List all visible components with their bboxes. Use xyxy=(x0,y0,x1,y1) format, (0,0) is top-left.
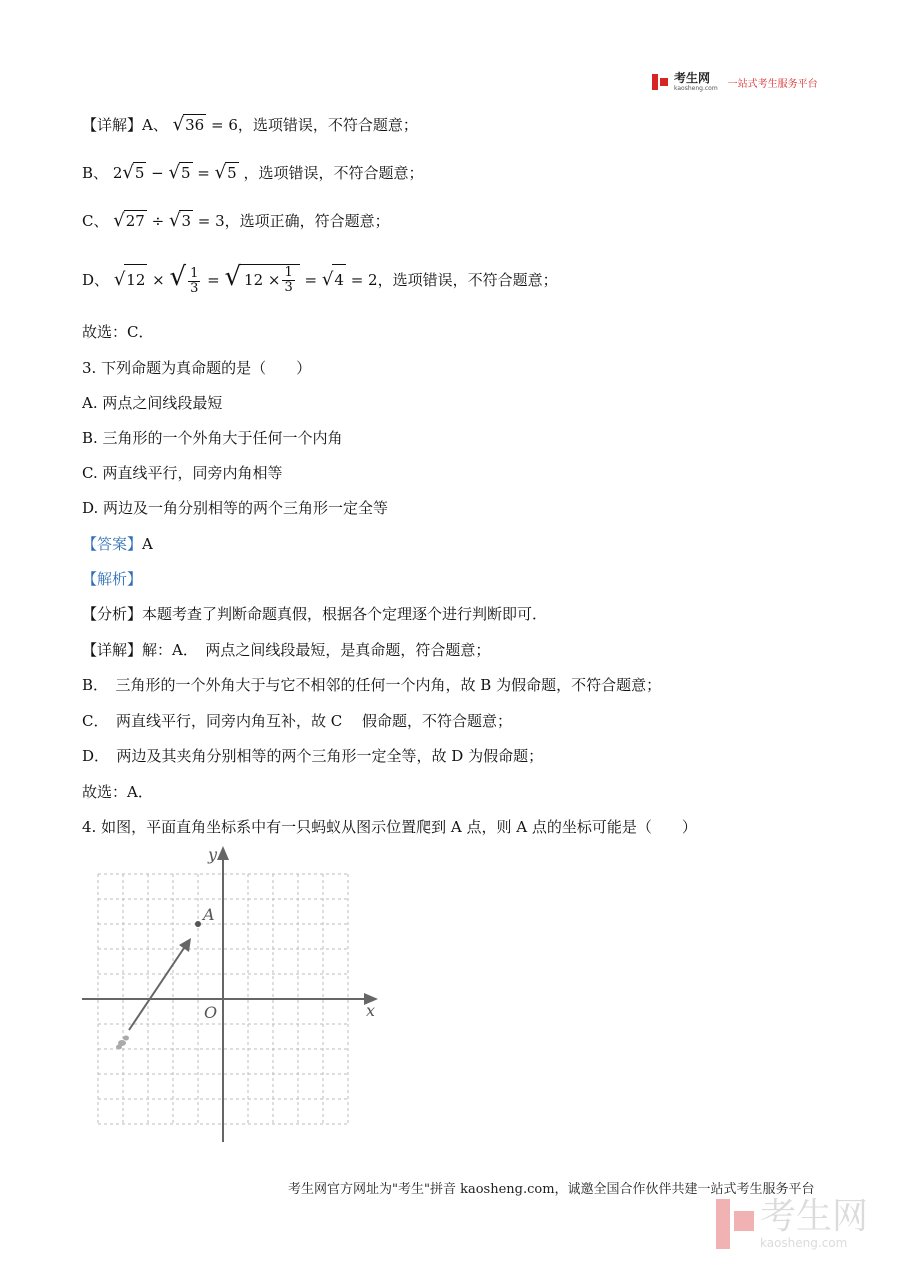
option-prefix: C、 xyxy=(82,212,109,230)
operator: − xyxy=(146,164,169,182)
radicand: 5 xyxy=(227,164,237,182)
answer-line xyxy=(82,534,153,554)
operator: = xyxy=(299,271,322,289)
line-rest: = 6，选项错误，不符合题意； xyxy=(211,116,418,134)
answer-value: A xyxy=(142,535,153,553)
watermark-name: 考生网 xyxy=(760,1196,869,1237)
detail-line-b2: B． 三角形的一个外角大于与它不相邻的任何一个内角，故 B 为假命题，不符合题意； xyxy=(82,676,662,694)
radicand: 36 xyxy=(185,116,205,134)
x-axis-label: x xyxy=(366,1001,376,1020)
point-a xyxy=(195,921,201,927)
footer-note: 考生网官方网址为"考生"拼音 kaosheng.com，诚邀全国合作伙伴共建一站式考生服务平台 xyxy=(288,1182,815,1197)
operator: ÷ xyxy=(146,212,169,230)
watermark-logo-icon xyxy=(716,1199,754,1249)
option-prefix: A、 xyxy=(142,116,168,134)
detail-tag: 【详解】 xyxy=(82,116,143,134)
fraction: $\frac{1}{3}$ xyxy=(190,265,199,296)
operator: × xyxy=(147,271,170,289)
x-axis xyxy=(82,993,378,1005)
kaosheng-logo-icon xyxy=(652,74,668,90)
radicand: 5 xyxy=(180,164,191,182)
radicand: 3 xyxy=(181,212,191,230)
answer-tag: 【答案】 xyxy=(82,535,143,553)
operator: = xyxy=(192,164,215,182)
watermark-text xyxy=(760,1198,868,1250)
y-axis xyxy=(217,846,229,1142)
question-3-option-b: B. 三角形的一个外角大于任何一个内角 xyxy=(82,429,343,447)
radicand: 5 xyxy=(134,164,145,182)
question-3-option-d: D. 两边及一角分别相等的两个三角形一定全等 xyxy=(82,499,389,517)
logo-domain: kaosheng.com xyxy=(674,85,718,92)
watermark xyxy=(716,1198,868,1250)
conclusion-line-2: 故选：A． xyxy=(82,783,153,801)
ant-path-arrow xyxy=(129,938,191,1030)
question-3-option-c: C. 两直线平行，同旁内角相等 xyxy=(82,464,283,482)
operator: = xyxy=(202,271,225,289)
detail-line-d: D、 √12 × √ $\frac{1}{3}$ = √ 12 × $\frac{1}{3}$ = √4 = 2，选项错误，不符合题意； xyxy=(82,262,558,296)
conclusion-line: 故选：C． xyxy=(82,323,154,341)
question-4-stem: 4. 如图，平面直角坐标系中有一只蚂蚁从图示位置爬到 A 点，则 A 点的坐标可能是（ ） xyxy=(82,818,697,836)
point-a-label: A xyxy=(203,905,215,924)
detail-line-c2: C． 两直线平行，同旁内角互补，故 C 假命题，不符合题意； xyxy=(82,712,512,730)
option-prefix: B、 xyxy=(82,164,109,182)
detail-line: 【详解】解：A． 两点之间线段最短，是真命题，符合题意； xyxy=(82,641,491,659)
radicand: 4 xyxy=(332,264,346,295)
logo-text xyxy=(674,72,718,92)
coefficient: 2 xyxy=(112,164,123,182)
radicand-product: 12 × $\frac{1}{3}$ xyxy=(241,264,300,295)
question-3-option-a: A. 两点之间线段最短 xyxy=(82,394,223,412)
line-rest: ，选项错误，不符合题意； xyxy=(243,164,424,182)
radicand: 27 xyxy=(125,212,145,230)
analysis-tag: 【解析】 xyxy=(82,570,143,588)
detail-line-b: B、 2√5 − √5 = √5 ，选项错误，不符合题意； xyxy=(82,162,424,183)
analysis-line: 【分析】本题考查了判断命题真假，根据各个定理逐个进行判断即可． xyxy=(82,605,548,623)
coordinate-grid-figure xyxy=(78,842,388,1147)
y-axis-label: y xyxy=(208,845,218,864)
logo-slogan: 一站式考生服务平台 xyxy=(727,78,818,90)
radicand: 12 xyxy=(124,264,147,295)
question-3-stem: 3. 下列命题为真命题的是（ ） xyxy=(82,359,312,377)
option-prefix: D、 xyxy=(82,271,110,289)
logo-name: 考生网 xyxy=(674,71,711,85)
watermark-domain: kaosheng.com xyxy=(760,1236,848,1250)
line-rest: = 2，选项错误，不符合题意； xyxy=(350,271,558,289)
detail-line-d2: D． 两边及其夹角分别相等的两个三角形一定全等，故 D 为假命题； xyxy=(82,747,544,765)
detail-line-c: C、 √27 ÷ √3 = 3，选项正确，符合题意； xyxy=(82,210,390,231)
header-logo xyxy=(652,72,818,92)
origin-label: O xyxy=(204,1003,218,1022)
detail-line-a: 【详解】A、 √36 = 6，选项错误，不符合题意； xyxy=(82,114,418,135)
line-rest: = 3，选项正确，符合题意； xyxy=(197,212,390,230)
